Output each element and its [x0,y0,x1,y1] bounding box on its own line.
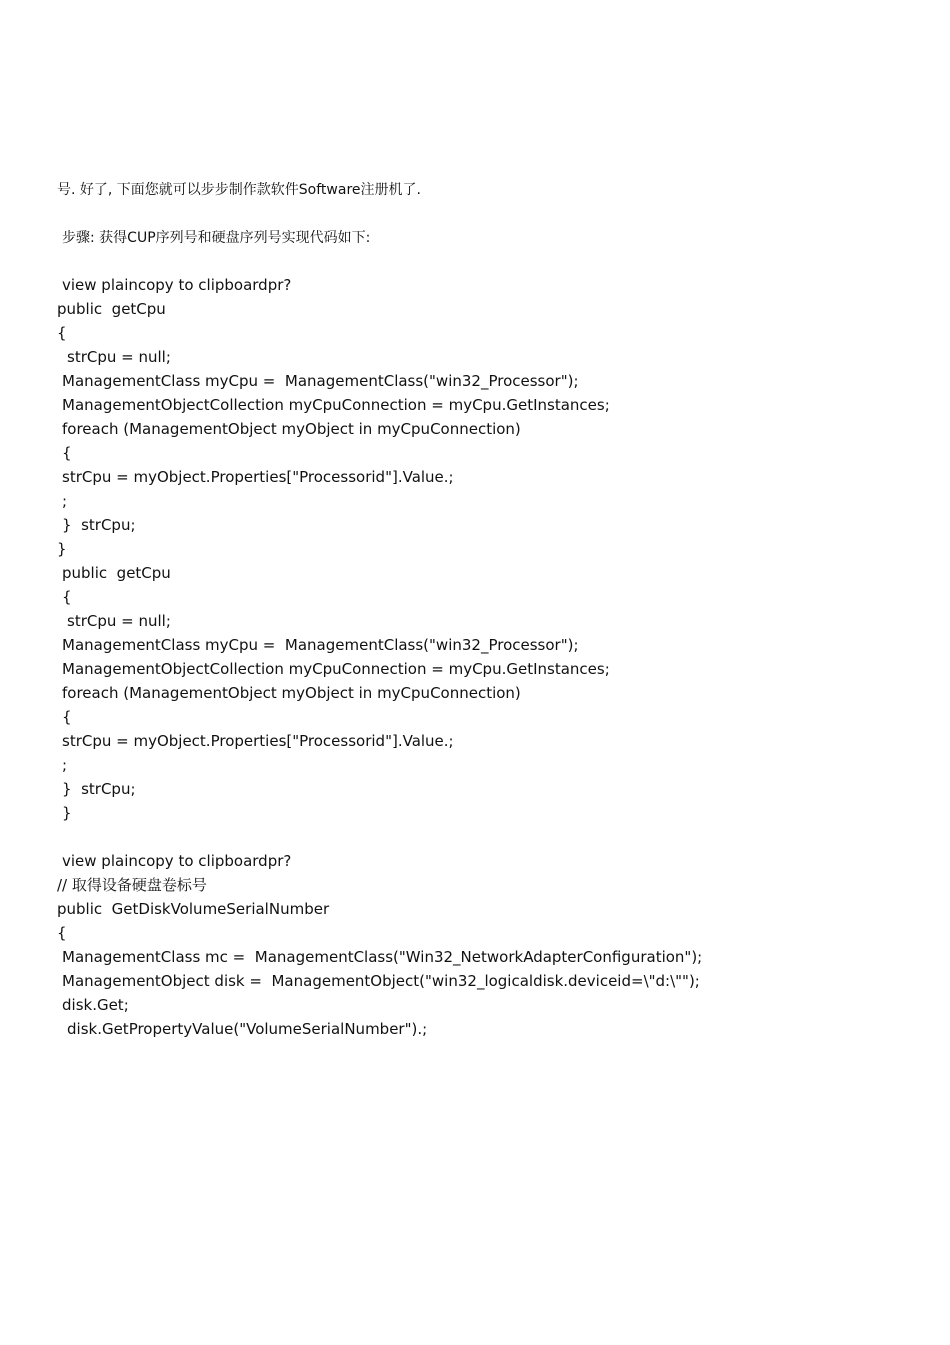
blank-line [57,825,702,849]
code-line: ManagementClass mc = ManagementClass("Win32_NetworkAdapterConfiguration"); [62,948,703,966]
code-line: foreach (ManagementObject myObject in myCpuConnection) [62,684,521,702]
code-line: } [62,804,72,822]
code-line: ; [62,492,68,510]
code-line: { [62,708,72,726]
code-line: { [62,588,72,606]
code-line: { [62,444,72,462]
code-line: } strCpu; [62,516,136,534]
code-line: strCpu = null; [67,348,171,366]
step-heading: 步骤: 获得CUP序列号和硬盘序列号实现代码如下: [62,230,371,246]
code-line: } strCpu; [62,780,136,798]
code-block [57,273,702,1041]
code-line: public getCpu [62,564,171,582]
code-line: ManagementObjectCollection myCpuConnection = myCpu.GetInstances; [62,660,610,678]
code-line: strCpu = myObject.Properties["Processorid"].Value.; [62,732,454,750]
code-line: foreach (ManagementObject myObject in myCpuConnection) [62,420,521,438]
code-line: ManagementObjectCollection myCpuConnection = myCpu.GetInstances; [62,396,610,414]
code-line: // 取得设备硬盘卷标号 [57,876,207,894]
code-line: view plaincopy to clipboardpr? [62,276,292,294]
code-line: disk.Get; [62,996,129,1014]
code-line: { [57,924,67,942]
code-line: ManagementClass myCpu = ManagementClass("win32_Processor"); [62,636,579,654]
intro-paragraph: 号. 好了, 下面您就可以步步制作款软件Software注册机了. [57,182,421,198]
code-line: } [57,540,67,558]
code-line: public getCpu [57,300,166,318]
code-line: public GetDiskVolumeSerialNumber [57,900,330,918]
code-line: disk.GetPropertyValue("VolumeSerialNumber").; [67,1020,428,1038]
code-line: view plaincopy to clipboardpr? [62,852,292,870]
code-line: strCpu = myObject.Properties["Processorid"].Value.; [62,468,454,486]
code-line: strCpu = null; [67,612,171,630]
code-line: { [57,324,67,342]
code-line: ManagementClass myCpu = ManagementClass("win32_Processor"); [62,372,579,390]
code-line: ; [62,756,68,774]
code-line: ManagementObject disk = ManagementObject("win32_logicaldisk.deviceid=\"d:\""); [62,972,700,990]
